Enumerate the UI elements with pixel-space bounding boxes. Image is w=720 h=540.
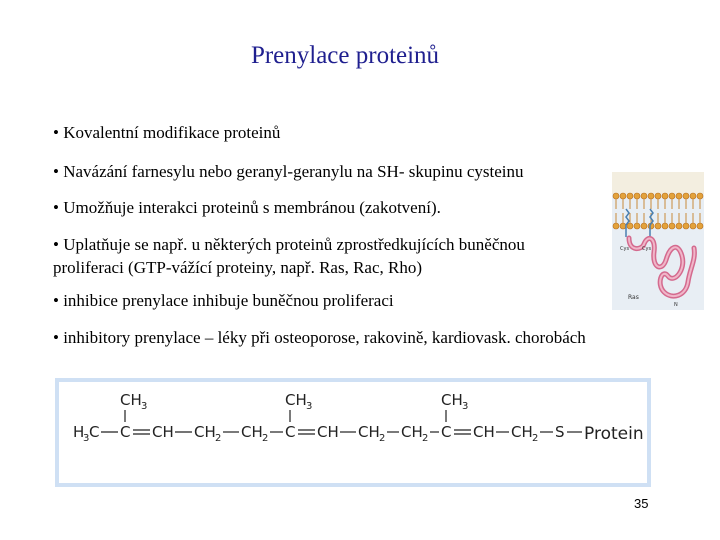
protein-label: Protein [584,424,644,444]
methyl-group-2-subscript: 3 [306,401,313,412]
ch-3: CH [473,423,495,441]
bullet-inhibitors: • inhibitory prenylace – léky při osteoporose, rakovině, kardiovask. chorobách [53,328,586,347]
ch2-3: CH [358,423,380,441]
cys-label: Cys [620,246,630,252]
farnesyl-formula-box [55,378,651,487]
bullet-inhibition: • inhibice prenylace inhibuje buněčnou proliferaci [53,291,394,310]
h3c-subscript: 3 [83,433,90,444]
n-terminus-label: N [674,302,678,308]
carbon-2: C [285,423,296,441]
methyl-group-3-subscript: 3 [462,401,469,412]
methyl-group-1: CH [120,391,142,409]
ch2-1: CH [194,423,216,441]
bullet-proliferation-line1: • Uplatňuje se např. u některých proteinů zprostředkujících buněčnou [53,235,525,254]
bullet-farnesyl-binding: • Navázání farnesylu nebo geranyl-geranylu na SH- skupinu cysteinu [53,162,524,181]
ch2-1-subscript: 2 [215,433,222,444]
ch2-4: CH [401,423,423,441]
ch2-2: CH [241,423,263,441]
ch2-4-subscript: 2 [422,433,429,444]
ch2-5: CH [511,423,533,441]
bullet-proliferation-line2: proliferaci (GTP-vážící proteiny, např. Ras, Rac, Rho) [53,258,422,277]
bullet-covalent-modification: • Kovalentní modifikace proteinů [53,123,281,142]
membrane-ras-illustration [612,172,704,310]
sulfur-atom: S [555,423,565,441]
carbon-3: C [441,423,452,441]
ch-1: CH [152,423,174,441]
ras-label: Ras [628,294,639,301]
ch2-5-subscript: 2 [532,433,539,444]
carbon-1: C [120,423,131,441]
h3c-h: H [73,423,85,441]
vertical-bonds [125,410,446,422]
ch2-2-subscript: 2 [262,433,269,444]
ch2-3-subscript: 2 [379,433,386,444]
methyl-group-2: CH [285,391,307,409]
cys-label-2: Cys [642,246,652,252]
h3c-c: C [89,423,100,441]
methyl-group-3: CH [441,391,463,409]
page-number: 35 [634,496,649,511]
slide-title: Prenylace proteinů [250,42,440,69]
methyl-group-1-subscript: 3 [141,401,148,412]
bullet-membrane-interaction: • Umožňuje interakci proteinů s membránou (zakotvení). [53,198,441,217]
ch-2: CH [317,423,339,441]
farnesyl-cysteine-formula [59,382,647,483]
